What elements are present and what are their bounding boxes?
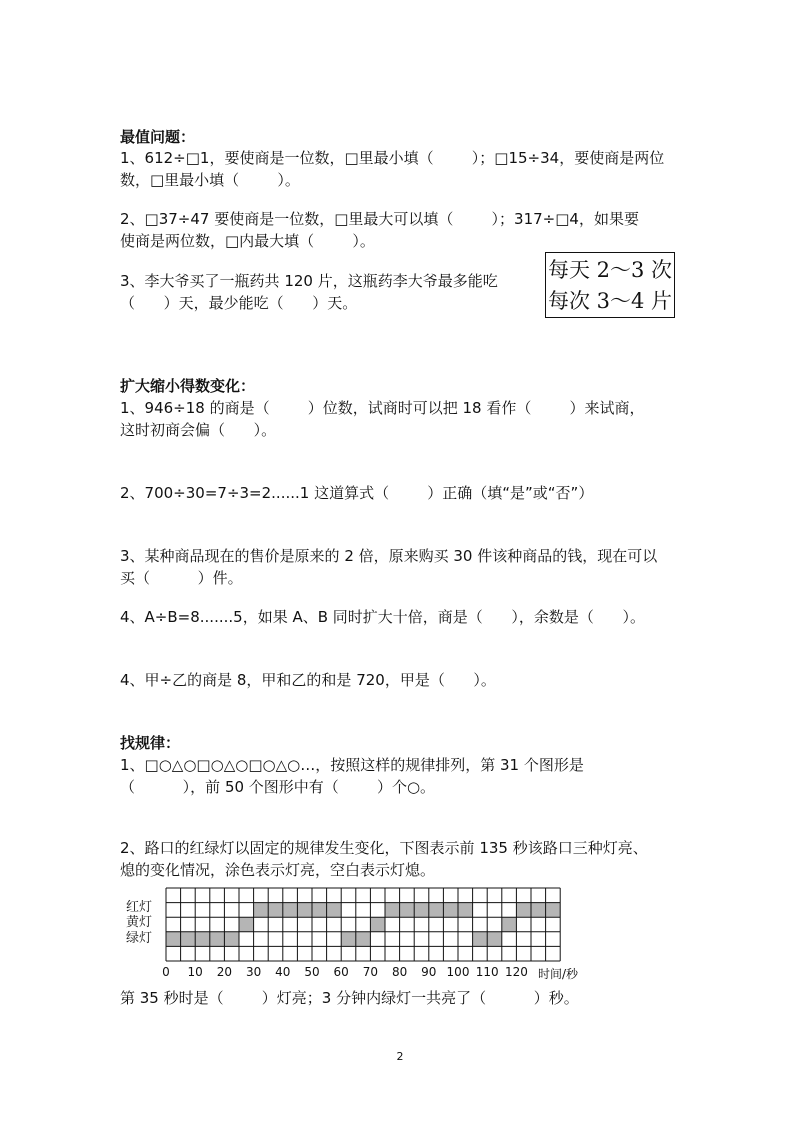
x-tick-label: 80 [391,965,408,979]
shaded-cell-红灯 [297,903,312,918]
question-text: 2、路口的红绿灯以固定的规律发生变化，下图表示前 135 秒该路口三种灯亮、 [120,839,648,857]
section-heading-scaling: 扩大缩小得数变化： [120,377,256,395]
shaded-cell-绿灯 [166,932,181,947]
dosage-box [545,252,675,318]
shaded-cell-绿灯 [195,932,210,947]
question-text: 4、甲÷乙的商是 8，甲和乙的和是 720，甲是（ ）。 [120,671,496,689]
shaded-cell-红灯 [458,903,473,918]
question-text: 1、□○△○□○△○□○△○…，按照这样的规律排列，第 31 个图形是 [120,756,584,774]
row-label-red: 红灯 [126,900,153,915]
question-text: 数，□里最小填（ ）。 [120,171,300,189]
shaded-cell-红灯 [443,903,458,918]
shaded-cell-绿灯 [356,932,371,947]
shaded-cell-黄灯 [239,917,254,932]
question-text: （ ）天，最少能吃（ ）天。 [120,294,358,312]
section-heading-max-min: 最值问题： [120,128,196,146]
question-text: 1、612÷□1，要使商是一位数，□里最小填（ ）；□15÷34，要使商是两位 [120,149,665,167]
section-heading-patterns: 找规律： [120,734,181,752]
x-tick-label: 90 [421,965,437,979]
question-text: 2、□37÷47 要使商是一位数，□里最大可以填（ ）；317÷□4，如果要 [120,210,639,228]
shaded-cell-红灯 [268,903,283,918]
shaded-cell-红灯 [400,903,415,918]
shaded-cell-绿灯 [473,932,488,947]
shaded-cell-绿灯 [210,932,225,947]
shaded-cell-绿灯 [487,932,502,947]
question-text: 使商是两位数，□内最大填（ ）。 [120,232,375,250]
question-text: 2、700÷30=7÷3=2......1 这道算式（ ）正确（填“是”或“否”） [120,484,594,502]
x-tick-label: 0 [162,965,170,979]
page-number: 2 [396,1050,404,1063]
shaded-cell-红灯 [531,903,546,918]
row-label-green: 绿灯 [126,931,153,946]
shaded-cell-绿灯 [224,932,239,947]
question-text: 4、A÷B=8.......5，如果 A、B 同时扩大十倍，商是（ ），余数是（ ）。 [120,608,646,626]
x-tick-label: 60 [333,965,349,979]
row-label-yellow: 黄灯 [126,915,153,930]
x-tick-label: 120 [504,965,528,979]
shaded-cell-红灯 [312,903,327,918]
shaded-cell-红灯 [429,903,444,918]
x-axis-label: 时间/秒 [538,967,579,981]
shaded-cell-黄灯 [502,917,517,932]
question-text: （ ），前 50 个图形中有（ ）个○。 [120,778,436,796]
shaded-cell-红灯 [385,903,400,918]
x-tick-label: 20 [216,965,233,979]
traffic-light-grid [165,886,567,964]
shaded-cell-红灯 [546,903,561,918]
question-text: 熄的变化情况，涂色表示灯亮，空白表示灯熄。 [120,861,436,879]
x-tick-label: 70 [362,965,379,979]
x-tick-label: 110 [475,965,499,979]
shaded-cell-红灯 [516,903,531,918]
shaded-cell-黄灯 [370,917,385,932]
dosage-line: 每次 3～4 片 [547,289,673,313]
shaded-cell-红灯 [414,903,429,918]
x-tick-label: 100 [446,965,470,979]
shaded-cell-红灯 [327,903,342,918]
x-tick-label: 50 [304,965,320,979]
question-text: 买（ ）件。 [120,569,243,587]
question-text: 1、946÷18 的商是（ ）位数，试商时可以把 18 看作（ ）来试商， [120,399,645,417]
question-text: 3、某种商品现在的售价是原来的 2 倍，原来购买 30 件该种商品的钱，现在可以 [120,547,658,565]
question-text: 3、李大爷买了一瓶药共 120 片，这瓶药李大爷最多能吃 [120,272,498,290]
shaded-cell-绿灯 [181,932,196,947]
x-tick-label: 10 [187,965,203,979]
x-tick-label: 30 [245,965,262,979]
x-tick-label: 40 [275,965,291,979]
shaded-cell-红灯 [283,903,298,918]
dosage-line: 每天 2～3 次 [547,258,673,282]
question-text: 这时初商会偏（ ）。 [120,421,277,439]
shaded-cell-红灯 [254,903,269,918]
shaded-cell-绿灯 [341,932,356,947]
question-text: 第 35 秒时是（ ）灯亮；3 分钟内绿灯一共亮了（ ）秒。 [120,989,579,1007]
